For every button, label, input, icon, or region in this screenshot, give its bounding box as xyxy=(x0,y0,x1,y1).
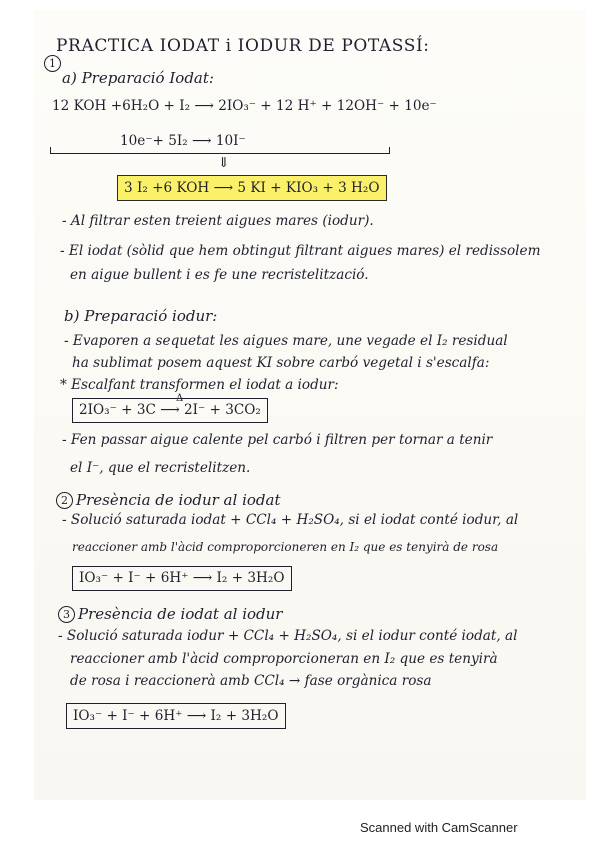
section-a-note-1: - Al filtrar esten treient aigues mares (iodur). xyxy=(62,213,374,229)
down-arrow-icon: ⇓ xyxy=(218,155,230,171)
heat-delta-symbol: Δ xyxy=(176,393,184,404)
divider-tick-left xyxy=(50,147,51,154)
section-b-line-2: ha sublimat posem aquest KI sobre carbó vegetal i s'escalfa: xyxy=(72,355,490,371)
section-2-line-1: - Solució saturada iodat + CCl₄ + H₂SO₄, si el iodat conté iodur, al xyxy=(62,512,519,528)
section-a-equation-2: 10e⁻+ 5I₂ ⟶ 10I⁻ xyxy=(120,133,246,149)
section-b-line-1: - Evaporen a sequetat les aigues mare, une vegade el I₂ residual xyxy=(64,333,508,349)
section-b-line-4: - Fen passar aigue calente pel carbó i filtren per tornar a tenir xyxy=(62,432,493,448)
section-a-heading: a) Preparació Iodat: xyxy=(62,69,214,87)
divider-tick-right xyxy=(389,147,390,154)
page-title: PRACTICA IODAT i IODUR DE POTASSÍ: xyxy=(56,36,430,56)
section-2-equation-box xyxy=(72,566,292,591)
section-3-number: 3 xyxy=(58,606,75,623)
global-equation-box: 3 I₂ +6 KOH ⟶ 5 KI + KIO₃ + 3 H₂O xyxy=(117,175,387,201)
sum-divider-line xyxy=(50,153,390,154)
section-a-equation-1: 12 KOH +6H₂O + I₂ ⟶ 2IO₃⁻ + 12 H⁺ + 12OH⁻ + 10e⁻ xyxy=(52,98,437,114)
section-a-note-3: en aigue bullent i es fe une recristelització. xyxy=(70,267,369,283)
section-b-heading: b) Preparació iodur: xyxy=(64,307,218,325)
scanner-watermark: Scanned with CamScanner xyxy=(360,820,518,835)
section-3-heading: Presència de iodat al iodur xyxy=(78,605,283,623)
section-3-line-2: reaccioner amb l'àcid comproporcioneran en I₂ que es tenyirà xyxy=(70,651,498,667)
section-2-number: 2 xyxy=(56,492,73,509)
section-2-heading: Presència de iodur al iodat xyxy=(76,491,281,509)
section-b-equation-box xyxy=(72,398,268,423)
section-1-number: 1 xyxy=(44,55,61,72)
section-2-equation: IO₃⁻ + I⁻ + 6H⁺ ⟶ I₂ + 3H₂O xyxy=(79,570,285,586)
section-3-equation-box xyxy=(66,703,286,729)
section-a-note-2: - El iodat (sòlid que hem obtingut filtrant aigues mares) el redissolem xyxy=(60,243,541,259)
section-3-equation: IO₃⁻ + I⁻ + 6H⁺ ⟶ I₂ + 3H₂O xyxy=(73,708,279,724)
section-3-line-3: de rosa i reaccionerà amb CCl₄ → fase orgànica rosa xyxy=(70,673,432,689)
section-b-line-3: * Escalfant transformen el iodat a iodur: xyxy=(60,377,339,393)
section-3-line-1: - Solució saturada iodur + CCl₄ + H₂SO₄, si el iodur conté iodat, al xyxy=(58,628,518,644)
section-2-line-2: reaccioner amb l'àcid comproporcioneren en I₂ que es tenyirà de rosa xyxy=(72,540,499,554)
section-b-equation: 2IO₃⁻ + 3C ⟶ 2I⁻ + 3CO₂ xyxy=(79,402,261,418)
section-b-line-5: el I⁻, que el recristelitzen. xyxy=(70,460,251,476)
